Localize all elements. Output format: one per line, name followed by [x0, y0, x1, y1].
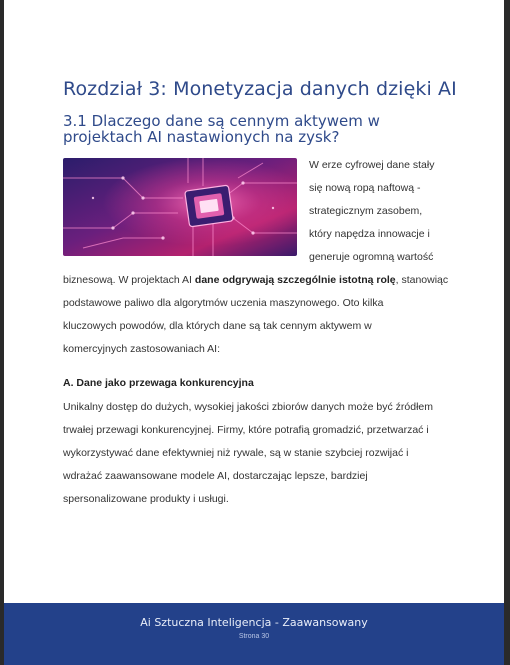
page-footer [4, 603, 504, 665]
text-line: generuje ogromną wartość [309, 251, 434, 263]
text-line: strategicznym zasobem, [309, 205, 423, 217]
point-a-paragraph [63, 396, 463, 511]
text-line: kluczowych powodów, dla których dane są tak cennym aktywem w [63, 320, 372, 332]
intro-wrapped-text [309, 154, 459, 269]
text-line: wdrażać zaawansowane modele AI, dostarczając lepsze, bardziej [63, 470, 368, 482]
text-line: trwałej przewagi konkurencyjnej. Firmy, które potrafią gromadzić, przetwarzać i [63, 424, 429, 436]
intro-paragraph [63, 269, 463, 361]
page-number: Strona 30 [238, 633, 270, 640]
circuit-chip-illustration [63, 158, 297, 256]
text-line: wykorzystywać dane efektywniej niż rywale, są w stanie szybciej rozwijać i [63, 447, 409, 459]
text-line: W erze cyfrowej dane stały [309, 159, 435, 171]
point-a-heading: A. Dane jako przewaga konkurencyjna [63, 377, 254, 389]
text-line [63, 269, 463, 292]
text-line: spersonalizowane produkty i usługi. [63, 493, 229, 505]
text-line: podstawowe paliwo dla algorytmów uczenia maszynowego. Oto kilka [63, 297, 384, 309]
section-title: 3.1 Dlaczego dane są cennym aktywem w projektach AI nastawionych na zysk? [63, 112, 380, 146]
text-line: się nową ropą naftową - [309, 182, 421, 194]
text-line: Unikalny dostęp do dużych, wysokiej jakości zbiorów danych może być źródłem [63, 401, 434, 413]
text-line: który napędza innowacje i [309, 228, 430, 240]
text-run: , stanowiąc [395, 274, 449, 286]
text-run: biznesową. W projektach AI [63, 274, 195, 286]
emphasis-text: dane odgrywają szczególnie istotną rolę [194, 274, 396, 286]
document-page [4, 0, 504, 665]
chapter-title: Rozdział 3: Monetyzacja danych dzięki AI [63, 78, 457, 100]
footer-title: Ai Sztuczna Inteligencja - Zaawansowany [140, 616, 368, 629]
text-line: komercyjnych zastosowaniach AI: [63, 343, 220, 355]
